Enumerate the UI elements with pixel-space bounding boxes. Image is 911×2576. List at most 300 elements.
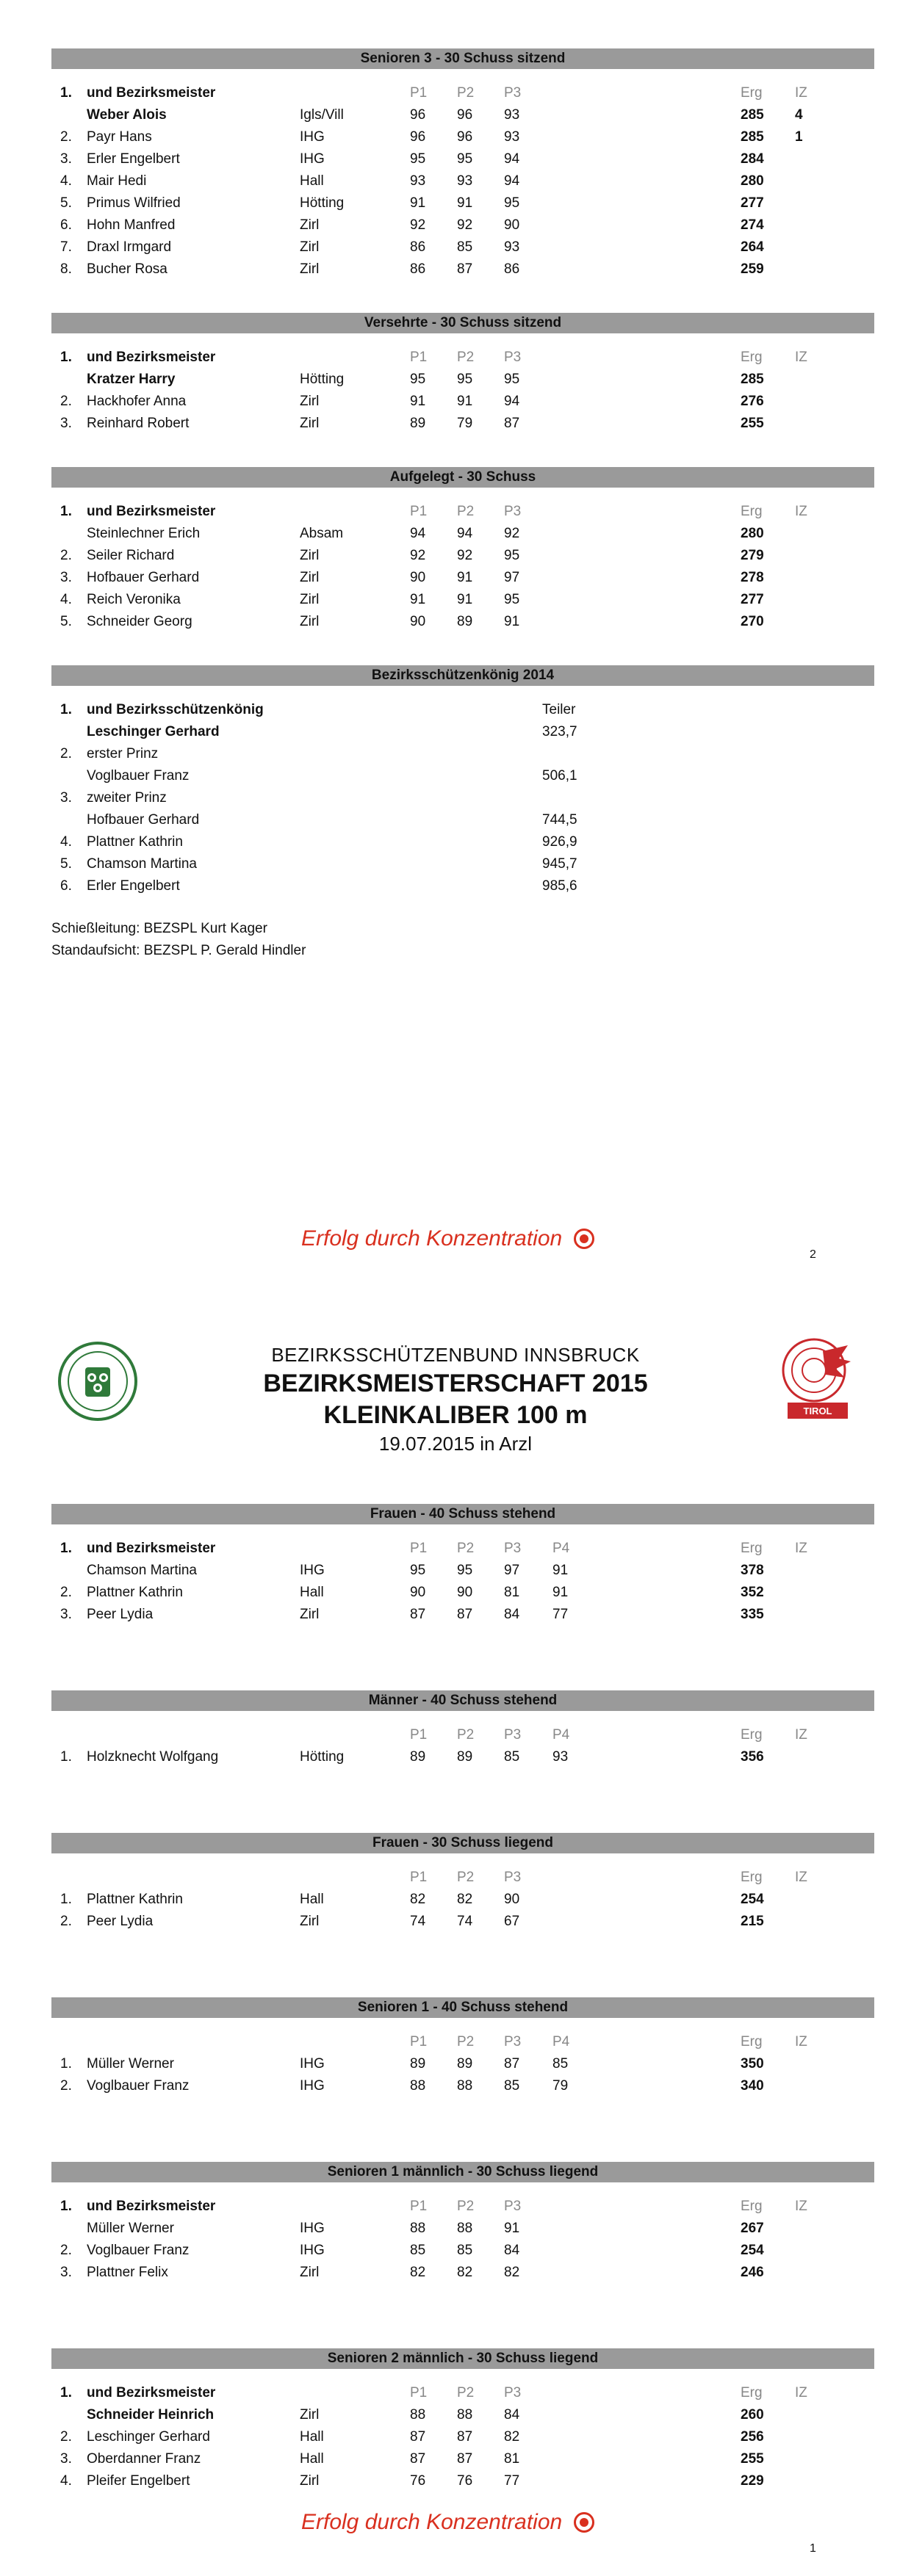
- teiler-value: Teiler: [542, 702, 576, 717]
- results-section: [51, 2162, 874, 2284]
- result-row: [51, 2218, 874, 2240]
- shooter-name: zweiter Prinz: [87, 790, 167, 806]
- series-score-1: 90: [410, 570, 426, 585]
- result-row: [51, 126, 874, 148]
- club-name: Hall: [300, 2451, 324, 2467]
- header-rank: 1.: [60, 504, 72, 519]
- officials-notes: [51, 918, 874, 962]
- rank: 1.: [60, 2056, 72, 2072]
- header-iz: IZ: [795, 1727, 807, 1743]
- series-score-1: 90: [410, 1585, 426, 1600]
- header-iz: IZ: [795, 1541, 807, 1556]
- rank: 5.: [60, 856, 72, 872]
- series-score-2: 91: [457, 570, 473, 585]
- header-iz: IZ: [795, 2034, 807, 2049]
- shooter-name: Primus Wilfried: [87, 195, 181, 211]
- header-title: und Bezirksmeister: [87, 85, 216, 101]
- section-header: Frauen - 40 Schuss stehend: [51, 1504, 874, 1524]
- shooter-name: Draxl Irmgard: [87, 239, 172, 255]
- total-score: 259: [741, 261, 764, 277]
- series-score-2: 74: [457, 1914, 473, 1929]
- header-result: Erg: [741, 350, 763, 365]
- series-score-2: 94: [457, 526, 473, 541]
- rank: 3.: [60, 2451, 72, 2467]
- result-row: [51, 148, 874, 170]
- shooter-name: Hohn Manfred: [87, 217, 176, 233]
- section-header: Versehrte - 30 Schuss sitzend: [51, 313, 874, 333]
- series-score-3: 94: [504, 394, 520, 409]
- header-series-3: P3: [504, 2385, 522, 2400]
- column-header-row: [51, 1867, 874, 1889]
- header-series-2: P2: [457, 504, 475, 519]
- rank: 3.: [60, 1607, 72, 1622]
- section-header: Senioren 1 - 40 Schuss stehend: [51, 1997, 874, 2018]
- column-header-row: [51, 1724, 874, 1746]
- result-row: [51, 1582, 874, 1604]
- rank: 2.: [60, 746, 72, 761]
- series-score-1: 87: [410, 2429, 426, 2445]
- series-score-3: 67: [504, 1914, 520, 1929]
- series-score-1: 93: [410, 173, 426, 189]
- club-name: IHG: [300, 151, 325, 167]
- koenig-row: [51, 853, 874, 875]
- total-score: 267: [741, 2221, 764, 2236]
- section-header: Frauen - 30 Schuss liegend: [51, 1833, 874, 1853]
- koenig-row: [51, 721, 874, 743]
- result-row: [51, 545, 874, 567]
- club-name: Zirl: [300, 261, 320, 277]
- total-score: 356: [741, 1749, 764, 1765]
- club-name: Zirl: [300, 1914, 320, 1929]
- total-score: 285: [741, 107, 764, 123]
- koenig-row: [51, 743, 874, 765]
- series-score-3: 95: [504, 548, 520, 563]
- header-series-1: P1: [410, 85, 428, 101]
- shooter-name: Erler Engelbert: [87, 878, 180, 894]
- series-score-1: 86: [410, 239, 426, 255]
- shooter-name: Müller Werner: [87, 2056, 174, 2072]
- shooter-name: und Bezirksschützenkönig: [87, 702, 264, 717]
- header-series-1: P1: [410, 2385, 428, 2400]
- result-row: [51, 2426, 874, 2448]
- total-score: 254: [741, 2243, 764, 2258]
- series-score-2: 87: [457, 261, 473, 277]
- header-rank: 1.: [60, 350, 72, 365]
- rank: 3.: [60, 151, 72, 167]
- target-icon: [574, 1229, 594, 1249]
- rank: 3.: [60, 570, 72, 585]
- header-series-3: P3: [504, 1727, 522, 1743]
- rank: 3.: [60, 790, 72, 806]
- results-section: [51, 1504, 874, 1626]
- results-section: [51, 48, 874, 281]
- rank: 3.: [60, 2265, 72, 2280]
- event-title: BEZIRKSMEISTERSCHAFT 2015: [263, 1370, 648, 1397]
- koenig-row: [51, 765, 874, 787]
- series-score-2: 93: [457, 173, 473, 189]
- shooter-name: Erler Engelbert: [87, 151, 180, 167]
- series-score-3: 94: [504, 173, 520, 189]
- result-row: [51, 1911, 874, 1933]
- rank: 6.: [60, 217, 72, 233]
- shooter-name: Payr Hans: [87, 129, 152, 145]
- club-name: Zirl: [300, 2265, 320, 2280]
- rank: 5.: [60, 614, 72, 629]
- series-score-1: 82: [410, 1892, 426, 1907]
- total-score: 284: [741, 151, 764, 167]
- koenig-row: [51, 787, 874, 809]
- result-row: [51, 170, 874, 192]
- results-page-1: [0, 1288, 911, 2576]
- total-score: 260: [741, 2407, 764, 2423]
- target-icon: [574, 2512, 594, 2533]
- header-rank: 1.: [60, 2199, 72, 2214]
- header-series-2: P2: [457, 85, 475, 101]
- series-score-1: 82: [410, 2265, 426, 2280]
- note-line: Standaufsicht: BEZSPL P. Gerald Hindler: [51, 943, 306, 958]
- club-name: IHG: [300, 2056, 325, 2072]
- header-title: und Bezirksmeister: [87, 350, 216, 365]
- series-score-3: 93: [504, 107, 520, 123]
- shooter-name: Kratzer Harry: [87, 372, 176, 387]
- rank: 2.: [60, 2243, 72, 2258]
- column-header-row: [51, 501, 874, 523]
- shooter-name: Plattner Kathrin: [87, 1585, 183, 1600]
- series-score-3: 82: [504, 2429, 520, 2445]
- header-rank: 1.: [60, 1541, 72, 1556]
- club-name: Zirl: [300, 2407, 320, 2423]
- club-name: Zirl: [300, 570, 320, 585]
- discipline-title: KLEINKALIBER 100 m: [323, 1401, 588, 1429]
- total-score: 276: [741, 394, 764, 409]
- total-score: 255: [741, 2451, 764, 2467]
- rank: 2.: [60, 548, 72, 563]
- shooter-name: Steinlechner Erich: [87, 526, 201, 541]
- shooter-name: Schneider Georg: [87, 614, 192, 629]
- total-score: 264: [741, 239, 764, 255]
- series-score-1: 91: [410, 592, 426, 607]
- result-row: [51, 2075, 874, 2097]
- club-name: Hötting: [300, 195, 345, 211]
- shooter-name: Plattner Felix: [87, 2265, 168, 2280]
- series-score-2: 95: [457, 372, 473, 387]
- results-section: [51, 1833, 874, 1933]
- shooter-name: Peer Lydia: [87, 1607, 154, 1622]
- series-score-1: 92: [410, 217, 426, 233]
- koenig-row: [51, 831, 874, 853]
- header-iz: IZ: [795, 2199, 807, 2214]
- koenig-rows: [51, 699, 874, 897]
- series-score-3: 81: [504, 1585, 520, 1600]
- total-score: 285: [741, 129, 764, 145]
- result-row: [51, 236, 874, 258]
- series-score-2: 88: [457, 2078, 473, 2094]
- header-series-1: P1: [410, 2199, 428, 2214]
- header-result: Erg: [741, 2385, 763, 2400]
- footer-slogan: [301, 1226, 594, 1251]
- series-score-1: 89: [410, 1749, 426, 1765]
- section-header: Bezirksschützenkönig 2014: [51, 665, 874, 686]
- rank: 6.: [60, 878, 72, 894]
- series-score-2: 91: [457, 592, 473, 607]
- result-row: [51, 369, 874, 391]
- series-score-3: 85: [504, 1749, 520, 1765]
- header-rank: 1.: [60, 2385, 72, 2400]
- shooter-name: Leschinger Gerhard: [87, 724, 220, 739]
- club-name: Zirl: [300, 217, 320, 233]
- result-row: [51, 523, 874, 545]
- shooter-name: Pleifer Engelbert: [87, 2473, 190, 2489]
- teiler-value: 323,7: [542, 724, 577, 739]
- rank: 4.: [60, 173, 72, 189]
- series-score-2: 91: [457, 394, 473, 409]
- total-score: 270: [741, 614, 764, 629]
- total-score: 378: [741, 1563, 764, 1578]
- series-score-2: 89: [457, 2056, 473, 2072]
- club-name: Igls/Vill: [300, 107, 344, 123]
- column-header-row: [51, 1538, 874, 1560]
- header-iz: IZ: [795, 504, 807, 519]
- total-score: 277: [741, 592, 764, 607]
- club-name: Zirl: [300, 394, 320, 409]
- series-score-3: 97: [504, 570, 520, 585]
- shooter-name: Oberdanner Franz: [87, 2451, 201, 2467]
- header-result: Erg: [741, 504, 763, 519]
- header-title: und Bezirksmeister: [87, 504, 216, 519]
- page-number: 1: [810, 2542, 816, 2555]
- club-name: IHG: [300, 2221, 325, 2236]
- series-score-1: 74: [410, 1914, 426, 1929]
- header-series-3: P3: [504, 85, 522, 101]
- shooter-name: Hofbauer Gerhard: [87, 812, 200, 828]
- rank: 4.: [60, 592, 72, 607]
- page-number: 2: [810, 1248, 816, 1261]
- result-row: [51, 1604, 874, 1626]
- series-score-2: 89: [457, 1749, 473, 1765]
- results-section: [51, 1997, 874, 2097]
- series-score-3: 91: [504, 2221, 520, 2236]
- club-name: Zirl: [300, 548, 320, 563]
- club-name: Zirl: [300, 1607, 320, 1622]
- series-score-2: 92: [457, 548, 473, 563]
- shooter-name: Plattner Kathrin: [87, 1892, 183, 1907]
- series-score-1: 88: [410, 2221, 426, 2236]
- column-header-row: [51, 2382, 874, 2404]
- series-score-2: 85: [457, 239, 473, 255]
- series-score-1: 85: [410, 2243, 426, 2258]
- slogan-text: Erfolg durch Konzentration: [301, 1226, 563, 1251]
- results-section: [51, 1690, 874, 1768]
- header-series-4: P4: [552, 1541, 570, 1556]
- results-section: [51, 2348, 874, 2492]
- club-name: Zirl: [300, 416, 320, 431]
- series-score-3: 84: [504, 2243, 520, 2258]
- shooter-name: Chamson Martina: [87, 856, 197, 872]
- page2-content: [51, 48, 874, 994]
- header-series-2: P2: [457, 1870, 475, 1885]
- section-header: Senioren 1 männlich - 30 Schuss liegend: [51, 2162, 874, 2182]
- header-iz: IZ: [795, 350, 807, 365]
- koenig-row: [51, 699, 874, 721]
- header-series-2: P2: [457, 350, 475, 365]
- series-score-2: 87: [457, 2451, 473, 2467]
- teiler-value: 985,6: [542, 878, 577, 894]
- rank: 2.: [60, 394, 72, 409]
- result-row: [51, 2262, 874, 2284]
- club-name: Hall: [300, 2429, 324, 2445]
- series-score-4: 93: [552, 1749, 569, 1765]
- total-score: 215: [741, 1914, 764, 1929]
- teiler-value: 506,1: [542, 768, 577, 784]
- total-score: 350: [741, 2056, 764, 2072]
- series-score-3: 95: [504, 195, 520, 211]
- header-series-1: P1: [410, 1727, 428, 1743]
- club-name: Hall: [300, 1585, 324, 1600]
- series-score-1: 88: [410, 2407, 426, 2423]
- total-score: 279: [741, 548, 764, 563]
- header-title: und Bezirksmeister: [87, 2199, 216, 2214]
- series-score-3: 77: [504, 2473, 520, 2489]
- rank: 5.: [60, 195, 72, 211]
- column-header-row: [51, 82, 874, 104]
- series-score-3: 87: [504, 2056, 520, 2072]
- total-score: 274: [741, 217, 764, 233]
- total-score: 277: [741, 195, 764, 211]
- column-header-row: [51, 2031, 874, 2053]
- club-name: Zirl: [300, 592, 320, 607]
- series-score-1: 96: [410, 129, 426, 145]
- series-score-1: 88: [410, 2078, 426, 2094]
- series-score-3: 97: [504, 1563, 520, 1578]
- header-series-1: P1: [410, 504, 428, 519]
- total-score: 280: [741, 173, 764, 189]
- series-score-4: 91: [552, 1585, 569, 1600]
- header-series-4: P4: [552, 2034, 570, 2049]
- total-score: 229: [741, 2473, 764, 2489]
- series-score-1: 86: [410, 261, 426, 277]
- result-row: [51, 2448, 874, 2470]
- header-series-3: P3: [504, 350, 522, 365]
- series-score-1: 76: [410, 2473, 426, 2489]
- series-score-3: 95: [504, 372, 520, 387]
- header-series-1: P1: [410, 2034, 428, 2049]
- teiler-value: 744,5: [542, 812, 577, 828]
- shooter-name: Holzknecht Wolfgang: [87, 1749, 219, 1765]
- header-iz: IZ: [795, 2385, 807, 2400]
- results-section: [51, 467, 874, 633]
- series-score-1: 92: [410, 548, 426, 563]
- section-header: Männer - 40 Schuss stehend: [51, 1690, 874, 1711]
- organization-name: BEZIRKSSCHÜTZENBUND INNSBRUCK: [271, 1344, 640, 1366]
- series-score-3: 84: [504, 2407, 520, 2423]
- series-score-1: 87: [410, 2451, 426, 2467]
- series-score-1: 96: [410, 107, 426, 123]
- series-score-2: 91: [457, 195, 473, 211]
- series-score-4: 85: [552, 2056, 569, 2072]
- series-score-1: 95: [410, 1563, 426, 1578]
- header-series-1: P1: [410, 1870, 428, 1885]
- header-title: und Bezirksmeister: [87, 2385, 216, 2400]
- series-score-3: 85: [504, 2078, 520, 2094]
- series-score-1: 89: [410, 416, 426, 431]
- series-score-2: 82: [457, 1892, 473, 1907]
- total-score: 256: [741, 2429, 764, 2445]
- rank: 3.: [60, 416, 72, 431]
- result-row: [51, 258, 874, 281]
- shooter-name: Weber Alois: [87, 107, 167, 123]
- section-header: Senioren 2 männlich - 30 Schuss liegend: [51, 2348, 874, 2369]
- header-series-4: P4: [552, 1727, 570, 1743]
- total-score: 335: [741, 1607, 764, 1622]
- club-name: Hall: [300, 1892, 324, 1907]
- series-score-3: 94: [504, 151, 520, 167]
- series-score-2: 96: [457, 129, 473, 145]
- header-result: Erg: [741, 1541, 763, 1556]
- shooter-name: Bucher Rosa: [87, 261, 168, 277]
- rank: 2.: [60, 129, 72, 145]
- series-score-3: 93: [504, 239, 520, 255]
- series-score-1: 95: [410, 151, 426, 167]
- shooter-name: Reinhard Robert: [87, 416, 190, 431]
- total-score: 352: [741, 1585, 764, 1600]
- column-header-row: [51, 347, 874, 369]
- total-score: 246: [741, 2265, 764, 2280]
- rank: 8.: [60, 261, 72, 277]
- shooter-name: Voglbauer Franz: [87, 2243, 190, 2258]
- result-row: [51, 2240, 874, 2262]
- result-row: [51, 611, 874, 633]
- page1-content: [51, 1504, 874, 2557]
- result-row: [51, 104, 874, 126]
- inner-tens: 1: [795, 129, 803, 145]
- shooter-name: Peer Lydia: [87, 1914, 154, 1929]
- shooter-name: Seiler Richard: [87, 548, 175, 563]
- total-score: 340: [741, 2078, 764, 2094]
- series-score-4: 77: [552, 1607, 569, 1622]
- title-block: [0, 1344, 911, 1455]
- shooter-name: Schneider Heinrich: [87, 2407, 215, 2423]
- rank: 2.: [60, 1585, 72, 1600]
- series-score-2: 92: [457, 217, 473, 233]
- result-row: [51, 391, 874, 413]
- header-result: Erg: [741, 1727, 763, 1743]
- club-name: Zirl: [300, 614, 320, 629]
- rank: 2.: [60, 2078, 72, 2094]
- series-score-2: 87: [457, 2429, 473, 2445]
- shooter-name: Plattner Kathrin: [87, 834, 183, 850]
- shooter-name: Voglbauer Franz: [87, 768, 190, 784]
- total-score: 280: [741, 526, 764, 541]
- series-score-4: 79: [552, 2078, 569, 2094]
- shooter-name: Hofbauer Gerhard: [87, 570, 200, 585]
- header-result: Erg: [741, 1870, 763, 1885]
- series-score-2: 79: [457, 416, 473, 431]
- rank: 1.: [60, 1892, 72, 1907]
- series-score-3: 87: [504, 416, 520, 431]
- result-row: [51, 2404, 874, 2426]
- shooter-name: Mair Hedi: [87, 173, 147, 189]
- rank: 4.: [60, 834, 72, 850]
- club-name: Hötting: [300, 372, 345, 387]
- header-iz: IZ: [795, 85, 807, 101]
- series-score-2: 95: [457, 1563, 473, 1578]
- series-score-2: 88: [457, 2407, 473, 2423]
- header-series-2: P2: [457, 2034, 475, 2049]
- rank: 2.: [60, 1914, 72, 1929]
- shooter-name: Leschinger Gerhard: [87, 2429, 210, 2445]
- series-score-1: 89: [410, 2056, 426, 2072]
- series-score-3: 81: [504, 2451, 520, 2467]
